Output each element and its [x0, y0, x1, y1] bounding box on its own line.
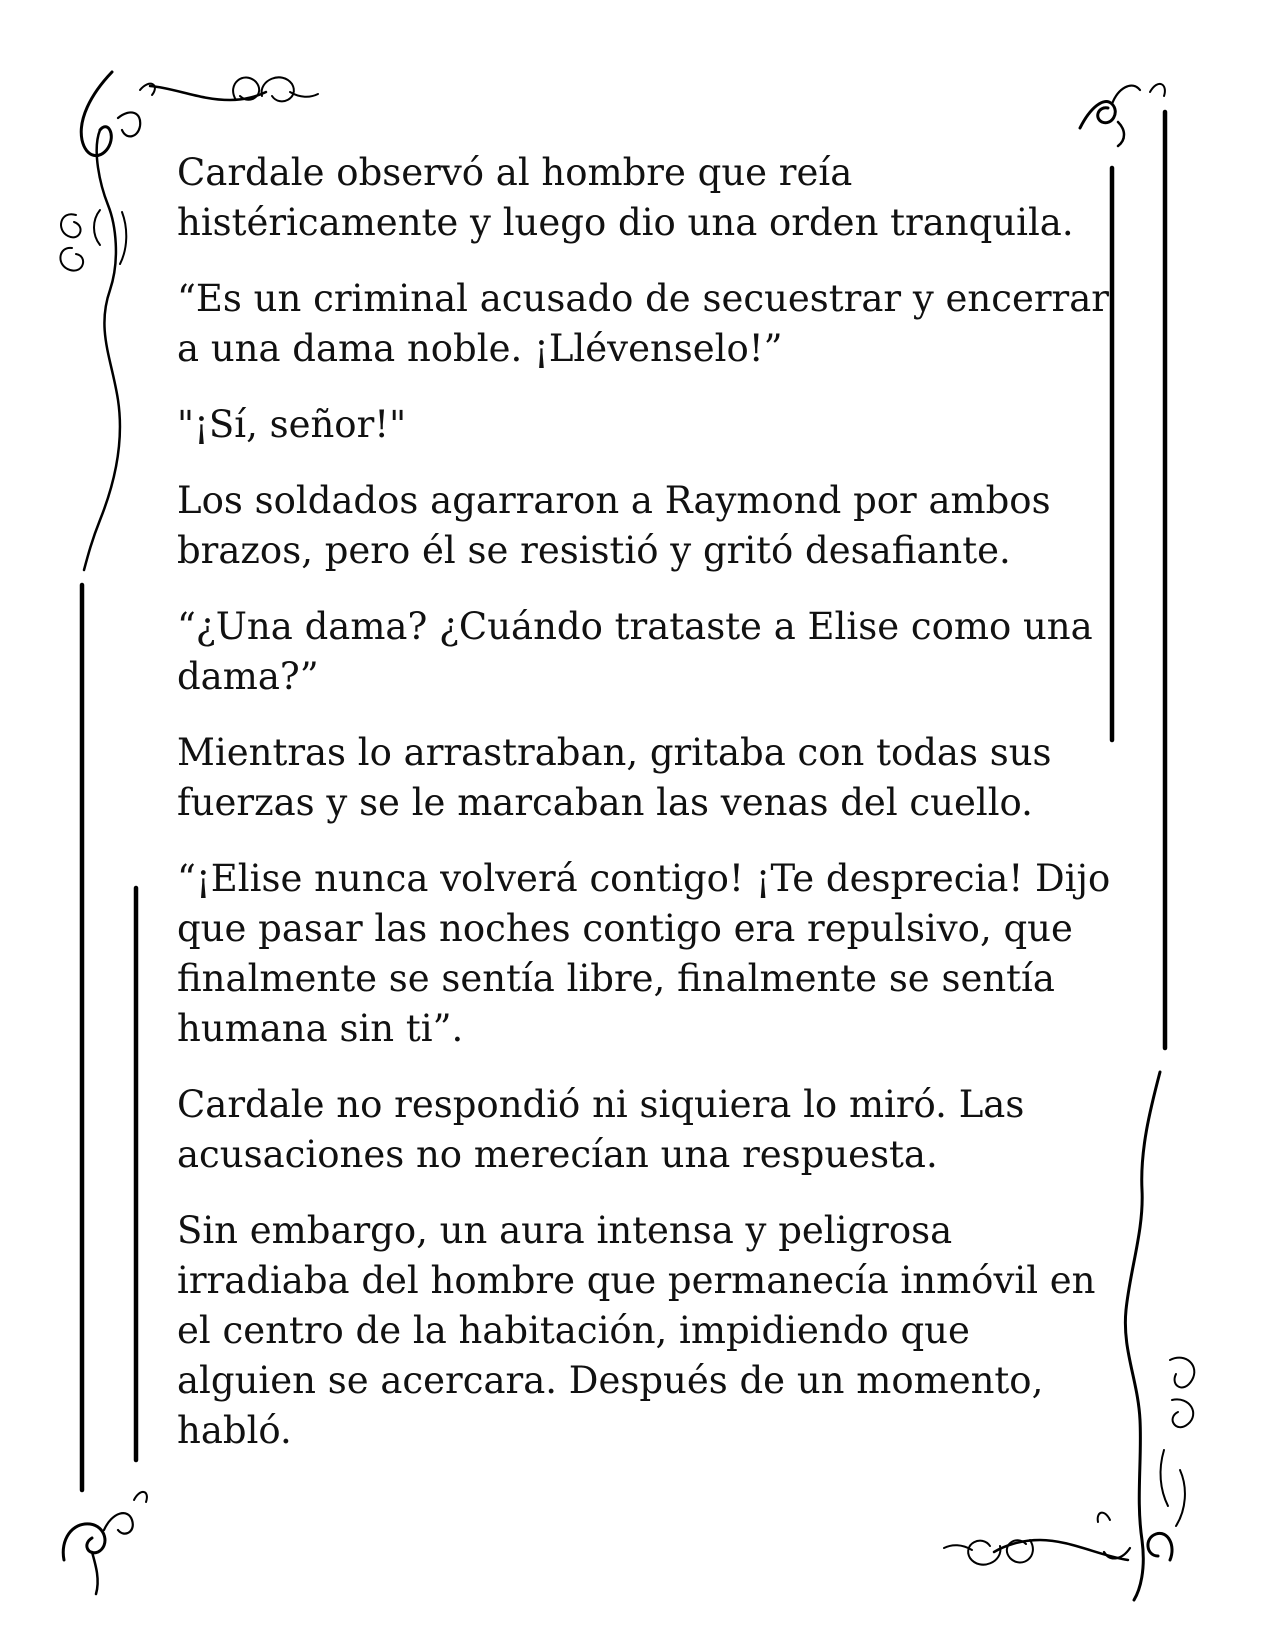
- paragraph: Los soldados agarraron a Raymond por ambos brazos, pero él se resistió y gritó desafiante.: [177, 479, 1051, 572]
- paragraph: Sin embargo, un aura intensa y peligrosa irradiaba del hombre que permanecía inmóvil en el centro de la habitación, impidiendo que alguien se acercara. Después de un momento, habló.: [177, 1209, 1096, 1452]
- bottom-left-flourish-icon: [63, 1492, 147, 1594]
- paragraph: Cardale no respondió ni siquiera lo miró. Las acusaciones no merecían una respuesta.: [177, 1083, 1025, 1176]
- paragraph: “¿Una dama? ¿Cuándo trataste a Elise como una dama?”: [177, 605, 1093, 698]
- paragraph: Cardale observó al hombre que reía histéricamente y luego dio una orden tranquila.: [177, 151, 1074, 244]
- paragraph: “¡Elise nunca volverá contigo! ¡Te desprecia! Dijo que pasar las noches contigo era repulsivo, que finalmente se sentía libre, finalmente se sentía humana sin ti”.: [177, 857, 1111, 1050]
- paragraph: Mientras lo arrastraban, gritaba con todas sus fuerzas y se le marcaban las venas del cuello.: [177, 731, 1052, 824]
- paragraph: "¡Sí, señor!": [177, 403, 407, 446]
- paragraph: “Es un criminal acusado de secuestrar y encerrar a una dama noble. ¡Llévenselo!”: [177, 277, 1109, 370]
- body-text: [177, 148, 1112, 1482]
